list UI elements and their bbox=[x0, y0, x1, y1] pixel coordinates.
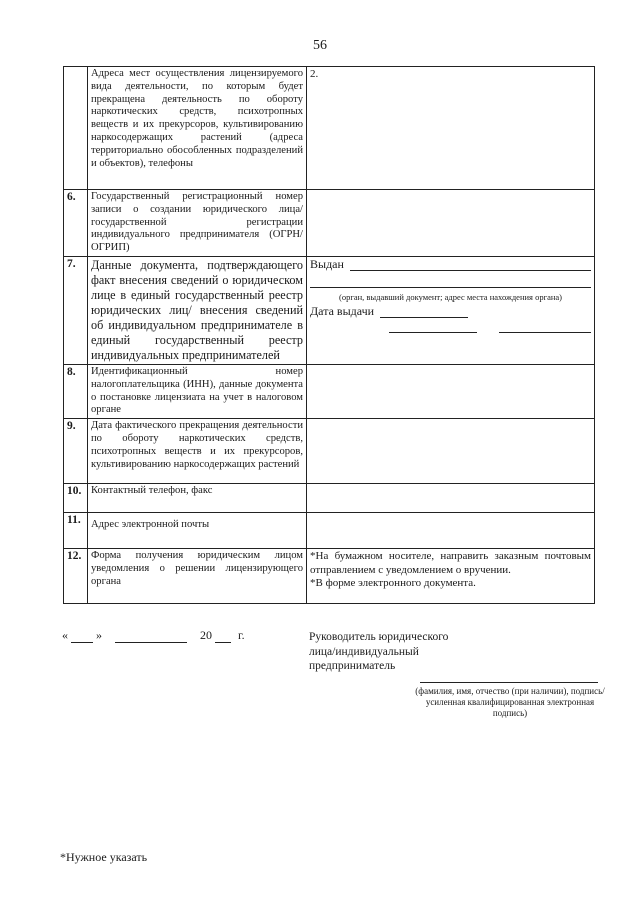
row-number: 12. bbox=[64, 549, 88, 604]
issue-date-blank-3[interactable] bbox=[499, 320, 591, 333]
field-label-ogrn: Государственный регистрационный номер записи о создании юридического лица/государственной регистрации индивидуального предпринимателя (ОГРН/ОГРИП) bbox=[88, 190, 307, 257]
table-row bbox=[64, 364, 595, 418]
issued-by-blank[interactable] bbox=[350, 258, 591, 271]
row-number: 8. bbox=[64, 364, 88, 418]
year-prefix: 20 bbox=[200, 628, 212, 642]
field-label-registry-document: Данные документа, подтверждающего факт внесения сведений о юридическом лице в единый государственный реестр юридических лиц/ внесения сведений об индивидуальном предпринимателе в единый государственный реестр индивидуальных предпринимателей bbox=[88, 256, 307, 364]
table-row bbox=[64, 67, 595, 190]
table-row bbox=[64, 549, 595, 604]
option-paper-mail[interactable]: *На бумажном носителе, направить заказным почтовым отправлением с уведомлением о вручении. bbox=[310, 550, 591, 576]
table-row bbox=[64, 190, 595, 257]
signature-date bbox=[62, 628, 245, 643]
field-label-email: Адрес электронной почты bbox=[88, 513, 307, 549]
row-number: 7. bbox=[64, 256, 88, 364]
table-row bbox=[64, 484, 595, 513]
signature-line[interactable] bbox=[420, 682, 598, 683]
field-value-inn[interactable] bbox=[307, 364, 595, 418]
field-value-ogrn[interactable] bbox=[307, 190, 595, 257]
field-label-termination-date: Дата фактического прекращения деятельности по обороту наркотических средств, психотропных веществ и их прекурсоров, культивированию наркосодержащих растений bbox=[88, 419, 307, 484]
field-value-phone-fax[interactable] bbox=[307, 484, 595, 513]
issue-date-blank-2[interactable] bbox=[389, 320, 477, 333]
open-quote: « bbox=[62, 628, 68, 642]
issued-by-label: Выдан bbox=[310, 256, 344, 271]
table-row bbox=[64, 419, 595, 484]
signature-caption: (фамилия, имя, отчество (при наличии), подпись/ усиленная квалифицированная электронная подпись) bbox=[415, 686, 605, 718]
field-value-email[interactable] bbox=[307, 513, 595, 549]
field-label-phone-fax: Контактный телефон, факс bbox=[88, 484, 307, 513]
field-value-termination-date[interactable] bbox=[307, 419, 595, 484]
table-row bbox=[64, 256, 595, 364]
signer-title: Руководитель юридического лица/индивидуальный предприниматель bbox=[309, 631, 449, 672]
table-row bbox=[64, 513, 595, 549]
issue-date-label: Дата выдачи bbox=[310, 303, 375, 318]
day-blank[interactable] bbox=[71, 631, 93, 643]
year-suffix: г. bbox=[238, 628, 245, 642]
row-number: 10. bbox=[64, 484, 88, 513]
footnote: *Нужное указать bbox=[60, 850, 148, 864]
year-blank[interactable] bbox=[215, 631, 231, 643]
field-label-notification-form: Форма получения юридическим лицом уведомления о решении лицензирующего органа bbox=[88, 549, 307, 604]
month-blank[interactable] bbox=[115, 631, 187, 643]
issuer-caption: (орган, выдавший документ; адрес места нахождения органа) bbox=[339, 291, 562, 302]
option-electronic[interactable]: *В форме электронного документа. bbox=[310, 577, 476, 590]
field-value-notification-form[interactable] bbox=[307, 549, 595, 604]
field-value-activity-addresses[interactable]: 2. bbox=[307, 67, 595, 190]
issue-date-blank[interactable] bbox=[380, 305, 468, 318]
field-value-registry-document[interactable] bbox=[307, 256, 595, 364]
license-termination-form-table bbox=[63, 66, 595, 604]
issuer-blank-line[interactable] bbox=[310, 275, 591, 288]
field-label-activity-addresses: Адреса мест осуществления лицензируемого вида деятельности, по которым будет прекращена деятельность по обороту наркотических средств, психотропных веществ и их прекурсоров, культивированию наркосодержащих растений (адреса территориально обособленных подразделений и объектов), телефоны bbox=[88, 67, 307, 190]
field-label-inn: Идентификационный номер налогоплательщика (ИНН), данные документа о постановке лицензиата на учет в налоговом органе bbox=[88, 364, 307, 418]
page-number: 56 bbox=[313, 38, 327, 53]
close-quote: » bbox=[96, 628, 102, 642]
row-number: 11. bbox=[64, 513, 88, 549]
row-number: 9. bbox=[64, 419, 88, 484]
row-number: 6. bbox=[64, 190, 88, 257]
row-number bbox=[64, 67, 88, 190]
